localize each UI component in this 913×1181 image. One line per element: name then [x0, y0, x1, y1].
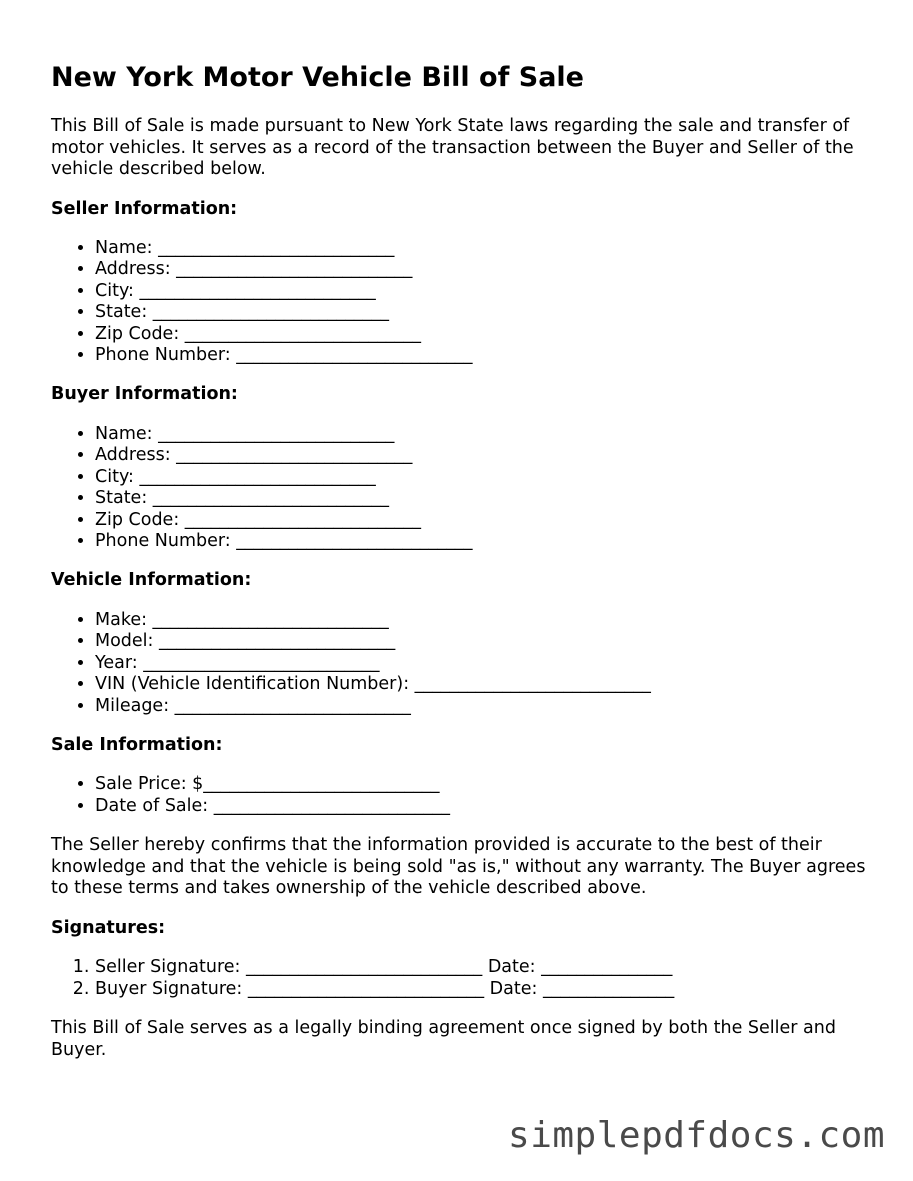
buyer-state-field: • State: ___________________________: [95, 488, 881, 509]
seller-list: [51, 238, 881, 366]
buyer-heading: Buyer Information:: [51, 384, 238, 405]
seller-zip-field: • Zip Code: ___________________________: [95, 324, 881, 345]
closing-paragraph: This Bill of Sale serves as a legally binding agreement once signed by both the Seller and Buyer.: [51, 1018, 836, 1060]
sale-list: [51, 774, 881, 817]
watermark-text: simplepdfdocs.com: [508, 1115, 885, 1156]
buyer-city-field: • City: ___________________________: [95, 467, 881, 488]
signatures-list: [51, 957, 881, 1000]
seller-city-field: • City: ___________________________: [95, 281, 881, 302]
confirmation-paragraph: The Seller hereby confirms that the information provided is accurate to the best of their knowledge and that the vehicle is being sold "as is," without any warranty. The Buyer agrees to these terms and takes ownership of the vehicle described above.: [51, 835, 866, 899]
intro-paragraph: This Bill of Sale is made pursuant to New York State laws regarding the sale and transfer of motor vehicles. It serves as a record of the transaction between the Buyer and Seller of the vehicle described below.: [51, 116, 854, 179]
buyer-address-field: • Address: ___________________________: [95, 445, 881, 466]
seller-address-field: • Address: ___________________________: [95, 259, 881, 280]
seller-state-field: • State: ___________________________: [95, 302, 881, 323]
document-page: [51, 58, 881, 1079]
vehicle-model-field: • Model: ___________________________: [95, 631, 881, 652]
buyer-name-field: • Name: ___________________________: [95, 424, 881, 445]
seller-heading: Seller Information:: [51, 198, 238, 219]
sale-date-field: • Date of Sale: ___________________________: [95, 796, 881, 817]
vehicle-heading: Vehicle Information:: [51, 570, 252, 591]
vehicle-vin-field: • VIN (Vehicle Identification Number): ___________________________: [95, 674, 881, 695]
buyer-signature-line: 2. Buyer Signature: ___________________________ Date: _______________: [95, 979, 881, 1000]
buyer-zip-field: • Zip Code: ___________________________: [95, 510, 881, 531]
vehicle-list: [51, 610, 881, 717]
sale-price-field: • Sale Price: $___________________________: [95, 774, 881, 795]
signatures-heading: Signatures:: [51, 917, 166, 938]
vehicle-mileage-field: • Mileage: ___________________________: [95, 696, 881, 717]
document-title: New York Motor Vehicle Bill of Sale: [51, 62, 584, 93]
seller-name-field: • Name: ___________________________: [95, 238, 881, 259]
sale-heading: Sale Information:: [51, 734, 223, 755]
seller-phone-field: • Phone Number: ___________________________: [95, 345, 881, 366]
vehicle-year-field: • Year: ___________________________: [95, 653, 881, 674]
buyer-list: [51, 424, 881, 552]
buyer-phone-field: • Phone Number: ___________________________: [95, 531, 881, 552]
vehicle-make-field: • Make: ___________________________: [95, 610, 881, 631]
seller-signature-line: 1. Seller Signature: ___________________________ Date: _______________: [95, 957, 881, 978]
